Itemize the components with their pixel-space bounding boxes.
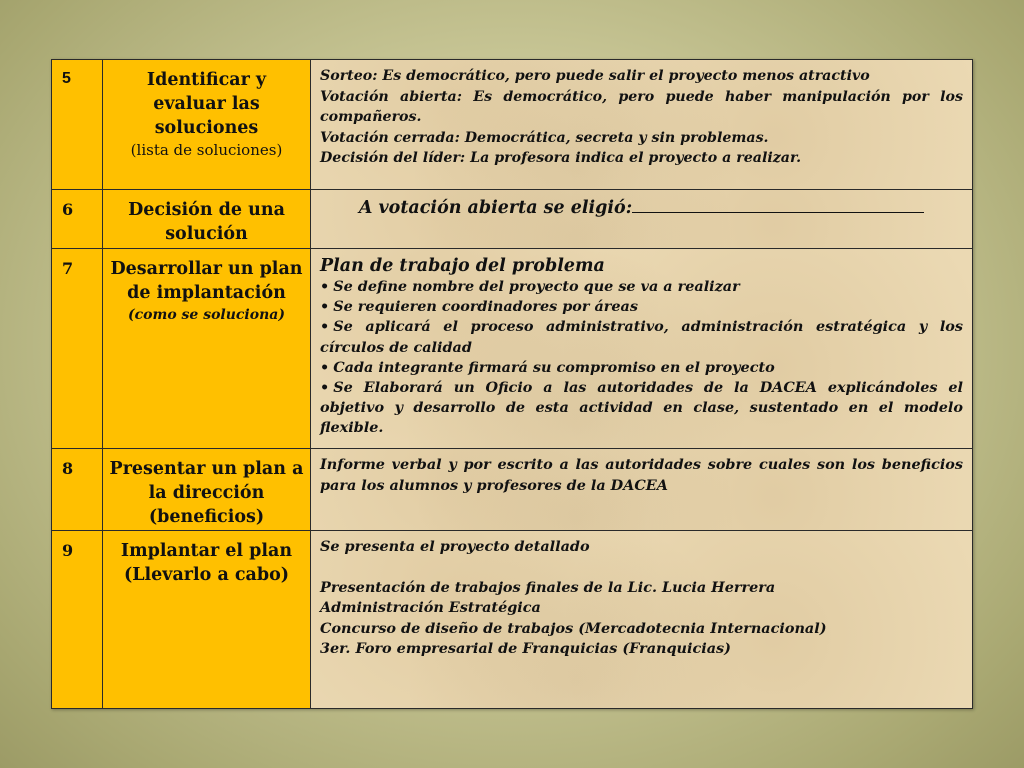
step-note: (lista de soluciones) [130, 141, 283, 159]
description-line: Sorteo: Es democrático, pero puede salir el proyecto menos atractivo [320, 68, 870, 84]
step-number: 7 [52, 249, 103, 449]
process-table [51, 59, 973, 709]
step-number: 9 [52, 531, 103, 708]
step-title-text: Decisión de una solución [128, 200, 285, 244]
step-title [103, 449, 311, 531]
step-description [311, 531, 972, 708]
step-description [311, 190, 972, 249]
step-note: (como se soluciona) [128, 307, 285, 323]
step-title [103, 190, 311, 249]
list-item: • Se aplicará el proceso administrativo, administración estratégica y los círculos de calidad [320, 317, 963, 357]
step-title [103, 249, 311, 449]
description-line: Presentación de trabajos finales de la Lic. Lucia Herrera [320, 578, 776, 596]
list-item: • Se Elaborará un Oficio a las autoridades de la DACEA explicándoles el objetivo y desarrollo de esta actividad en clase, sustentado en el modelo flexible. [320, 378, 963, 439]
list-item: • Cada integrante firmará su compromiso en el proyecto [320, 358, 963, 378]
description-line: Informe verbal y por escrito a las autoridades sobre cuales son los beneficios para los alumnos y profesores de la DACEA [320, 456, 963, 494]
step-description [311, 449, 972, 531]
description-line: Administración Estratégica [320, 599, 541, 617]
blank-line [632, 198, 924, 213]
description-heading: Plan de trabajo del problema [320, 256, 605, 276]
description-line: Votación abierta: Es democrático, pero puede haber manipulación por los compañeros. [320, 88, 963, 125]
step-title-text: Identificar y evaluar las soluciones [146, 70, 267, 138]
description-line: Decisión del líder: La profesora indica el proyecto a realizar. [320, 150, 802, 166]
step-number: 5 [52, 60, 103, 190]
list-item: • Se requieren coordinadores por áreas [320, 297, 963, 317]
step-title-text: Presentar un plan a la dirección (beneficios) [109, 459, 304, 527]
step-title [103, 531, 311, 708]
description-line: Votación cerrada: Democrática, secreta y sin problemas. [320, 129, 769, 146]
vote-result-label: A votación abierta se eligió: [358, 198, 633, 218]
step-title-text: Desarrollar un plan de implantación [110, 259, 303, 303]
spacer [320, 558, 963, 578]
step-number: 6 [52, 190, 103, 249]
bullet-list [320, 277, 963, 439]
step-description [311, 60, 972, 190]
list-item: • Se define nombre del proyecto que se va a realizar [320, 277, 963, 297]
description-line [320, 196, 963, 220]
description-line: 3er. Foro empresarial de Franquicias (Franquicias) [320, 640, 731, 658]
step-number: 8 [52, 449, 103, 531]
step-title-text: Implantar el plan (Llevarlo a cabo) [120, 541, 293, 585]
step-title [103, 60, 311, 190]
description-line: Se presenta el proyecto detallado [320, 538, 590, 555]
description-line: Concurso de diseño de trabajos (Mercadotecnia Internacional) [320, 619, 827, 637]
step-description [311, 249, 972, 449]
